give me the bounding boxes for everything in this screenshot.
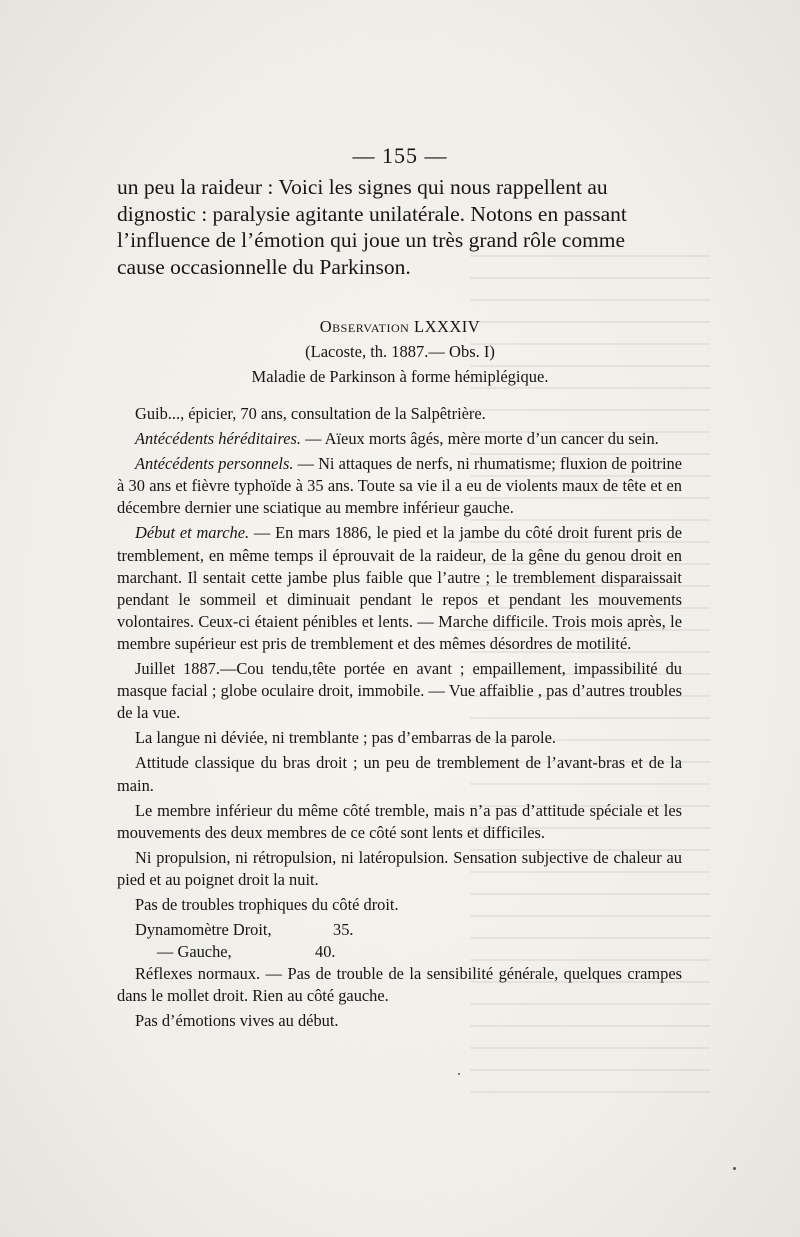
dynamometer-label: Dynamomètre Droit, [135, 920, 272, 940]
dynamometer-value: 35. [333, 920, 354, 940]
paragraph-reflexes: Réflexes normaux. — Pas de trouble de la sensibilité générale, quelques crampes dans le mollet droit. Rien au côté gauche. [117, 964, 682, 1006]
paragraph-attitude: Attitude classique du bras droit ; un peu de tremblement de l’avant-bras et de la main. [117, 753, 682, 795]
dynamometer-value: 40. [315, 942, 336, 962]
section-label: Antécédents héréditaires. [135, 429, 301, 449]
section-label: Début et marche. [135, 523, 250, 543]
section-text: — Aïeux morts âgés, mère morte d’un cancer du sein. [300, 429, 659, 449]
paragraph-lower-limb: Le membre inférieur du même côté tremble, mais n’a pas d’attitude spéciale et les mouvements des deux membres de ce côté sont lents et difficiles. [117, 800, 682, 842]
dynamometer-label: — Gauche, [157, 942, 232, 962]
observation-label: Observation [319, 317, 410, 336]
dynamometer-row-left [117, 941, 682, 963]
observation-number: LXXXIV [413, 317, 481, 336]
paragraph-tongue: La langue ni déviée, ni tremblante ; pas d’embarras de la parole. [135, 728, 556, 748]
paragraph-emotions: Pas d’émotions vives au début. [135, 1011, 339, 1031]
paragraph-hereditary [117, 428, 682, 450]
intro-line: un peu la raideur : Voici les signes qui nous rappellent au [117, 175, 608, 199]
dynamometer-row-right [117, 919, 682, 941]
paragraph-patient: Guib..., épicier, 70 ans, consultation de la Salpêtrière. [135, 404, 486, 423]
paper-speck [458, 1073, 460, 1075]
observation-source: (Lacoste, th. 1887.— Obs. I) [305, 342, 495, 361]
paragraph-trophic: Pas de troubles trophiques du côté droit. [135, 894, 399, 914]
observation-heading [0, 317, 800, 337]
paragraph-july-1887: Juillet 1887.—Cou tendu,tête portée en avant ; empaillement, impassibilité du masque facial ; globe oculaire droit, immobile. — Vue affaiblie , pas d’autres troubles de la vue. [117, 659, 682, 723]
intro-line: cause occasionnelle du Parkinson. [117, 254, 411, 279]
intro-paragraph [117, 174, 682, 280]
dynamometer-readings [117, 919, 682, 963]
paragraph-personal [117, 453, 682, 519]
intro-line: l’influence de l’émotion qui joue un très grand rôle comme [117, 228, 626, 252]
paragraph-propulsion: Ni propulsion, ni rétropulsion, ni latéropulsion. Sensation subjective de chaleur au pied et au poignet droit la nuit. [117, 847, 682, 889]
page-number: — 155 — [352, 143, 448, 168]
observation-title: Maladie de Parkinson à forme hémiplégique. [251, 367, 549, 386]
intro-line: dignostic : paralysie agitante unilatérale. Notons en passant [117, 201, 627, 226]
paragraph-onset [117, 522, 682, 655]
section-text: — En mars 1886, le pied et la jambe du côté droit furent pris de tremblement, en même temps il éprouvait de la raideur, de la gêne du genou droit en marchant. Il sentait cette jambe plus faible que l’autre ; le tremblement disparaissait pendant le sommeil et diminuait pendant le repos et pendant les mouvements volontaires. Ceux-ci étaient pénibles et lents. — Marche difficile. Trois mois après, le membre supérieur est pris de tremblement et des mêmes désordres de motilité. [117, 523, 682, 653]
section-text: — Ni attaques de nerfs, ni rhumatisme; fluxion de poitrine à 30 ans et fièvre typhoïde à 35 ans. Toute sa vie il a eu de violents maux de tête et en décembre dernier une sciatique au membre inférieur gauche. [117, 454, 682, 518]
paper-speck [733, 1167, 736, 1170]
observation-body [117, 403, 682, 1036]
section-label: Antécédents personnels. [135, 454, 294, 474]
